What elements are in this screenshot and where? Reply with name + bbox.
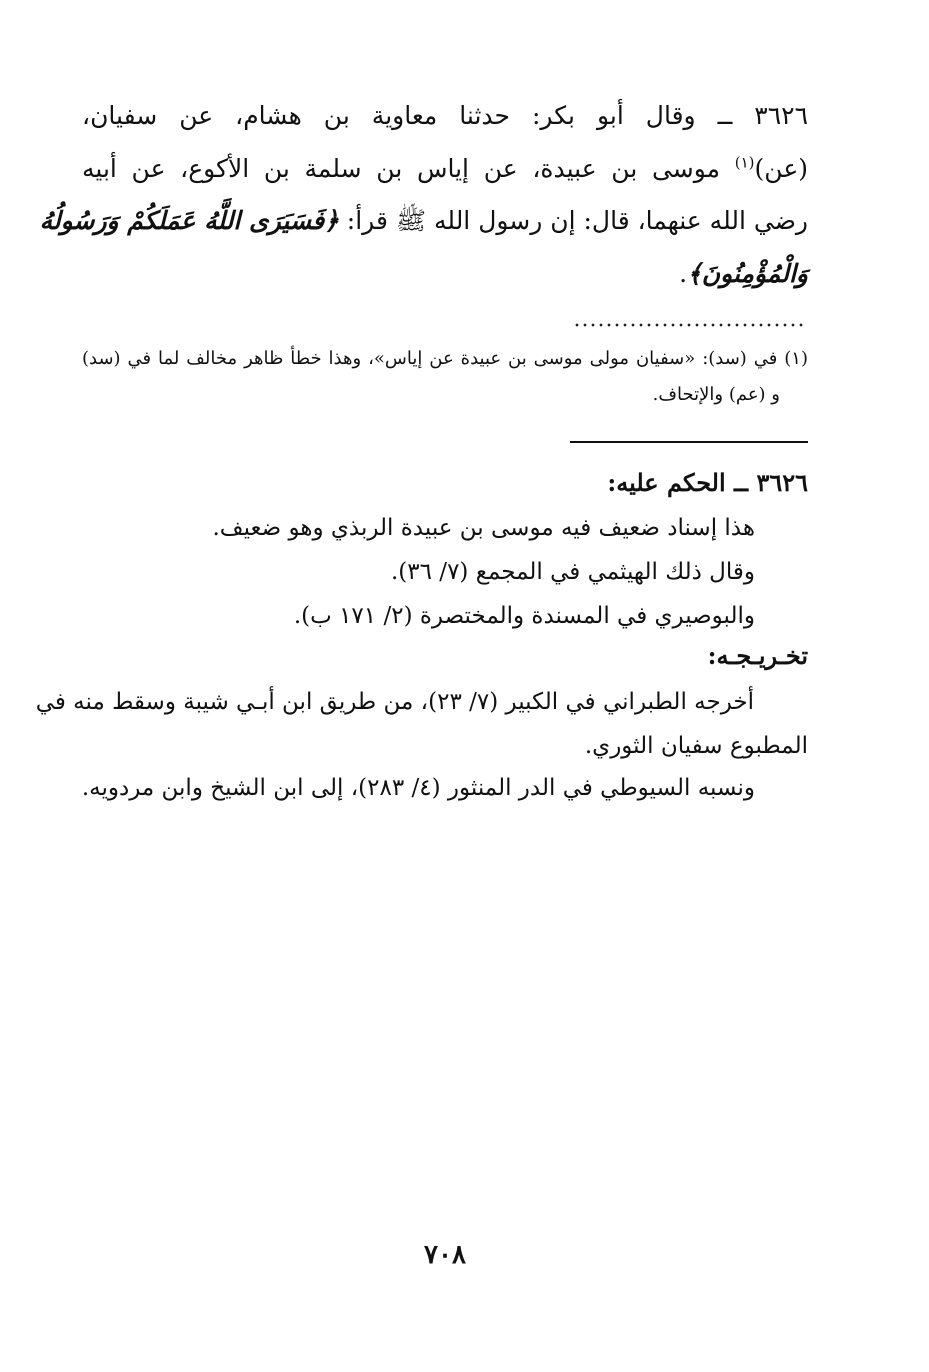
- takhrij-line-3: [81, 772, 755, 804]
- hukm-line-1-text: هذا إسناد ضعيف فيه موسى بن عبيدة الربذي وهو ضعيف.: [212, 515, 755, 541]
- hadith-line-3-text: رضي الله عنهما، قال: إن رسول الله ﷺ قرأ:: [338, 206, 808, 235]
- footnote-separator-dots: [573, 322, 807, 328]
- hadith-line-4-end: .: [679, 259, 688, 288]
- footnote-1-line-2-text: و (عم) والإتحاف.: [652, 384, 780, 405]
- hukm-line-3: [200, 600, 755, 632]
- hadith-line-1-text: ٣٦٢٦ ــ وقال أبو بكر: حدثنا معاوية بن هشام، عن سفيان،: [82, 101, 808, 130]
- quran-verse-part-2: وَالْمُؤْمِنُونَ﴾: [687, 259, 808, 288]
- page-number: [380, 1238, 510, 1272]
- takhrij-line-1-text: أخرجه الطبراني في الكبير (٧/ ٢٣)، من طريق ابن أبـي شيبة وسقط منه في: [35, 689, 754, 715]
- footnote-marker-1[interactable]: (١): [734, 153, 755, 172]
- quran-verse-part-1: ﴿فَسَيَرَى اللَّهُ عَمَلَكُمْ وَرَسُولُهُ: [39, 206, 339, 235]
- takhrij-heading-text: تخـريـجـه:: [707, 641, 808, 670]
- page-number-text: ٧٠٨: [424, 1240, 466, 1270]
- hadith-line-1: [82, 100, 808, 132]
- hukm-heading-text: ٣٦٢٦ ــ الحكم عليه:: [607, 468, 808, 497]
- takhrij-line-2-text: المطبوع سفيان الثوري.: [584, 733, 808, 759]
- takhrij-line-1: [35, 686, 754, 718]
- footnote-1-line-1-text: (١) في (سد): «سفيان مولى موسى بن عبيدة عن إياس»، وهذا خطأ ظاهر مخالف لما في (سد): [82, 348, 808, 369]
- hadith-line-4: [400, 258, 808, 290]
- takhrij-line-3-text: ونسبه السيوطي في الدر المنثور (٤/ ٢٨٣)، إلى ابن الشيخ وابن مردويه.: [81, 775, 755, 801]
- takhrij-heading: [500, 640, 808, 672]
- footnote-1-line-1: [82, 346, 808, 372]
- hukm-line-2-text: وقال ذلك الهيثمي في المجمع (٧/ ٣٦).: [390, 559, 755, 585]
- takhrij-line-2: [450, 730, 808, 762]
- hukm-line-2: [200, 556, 755, 588]
- section-divider: [570, 441, 808, 443]
- hadith-line-2: [82, 153, 808, 185]
- footnote-1-line-2: [400, 382, 780, 408]
- hadith-line-3: [39, 205, 808, 237]
- hadith-line-2-start: (عن): [754, 154, 808, 183]
- hukm-line-3-text: والبوصيري في المسندة والمختصرة (٢/ ١٧١ ب).: [293, 603, 755, 629]
- hukm-heading: [400, 467, 808, 499]
- hadith-line-2-rest: موسى بن عبيدة، عن إياس بن سلمة بن الأكوع، عن أبيه: [82, 154, 735, 183]
- hukm-line-1: [140, 512, 755, 544]
